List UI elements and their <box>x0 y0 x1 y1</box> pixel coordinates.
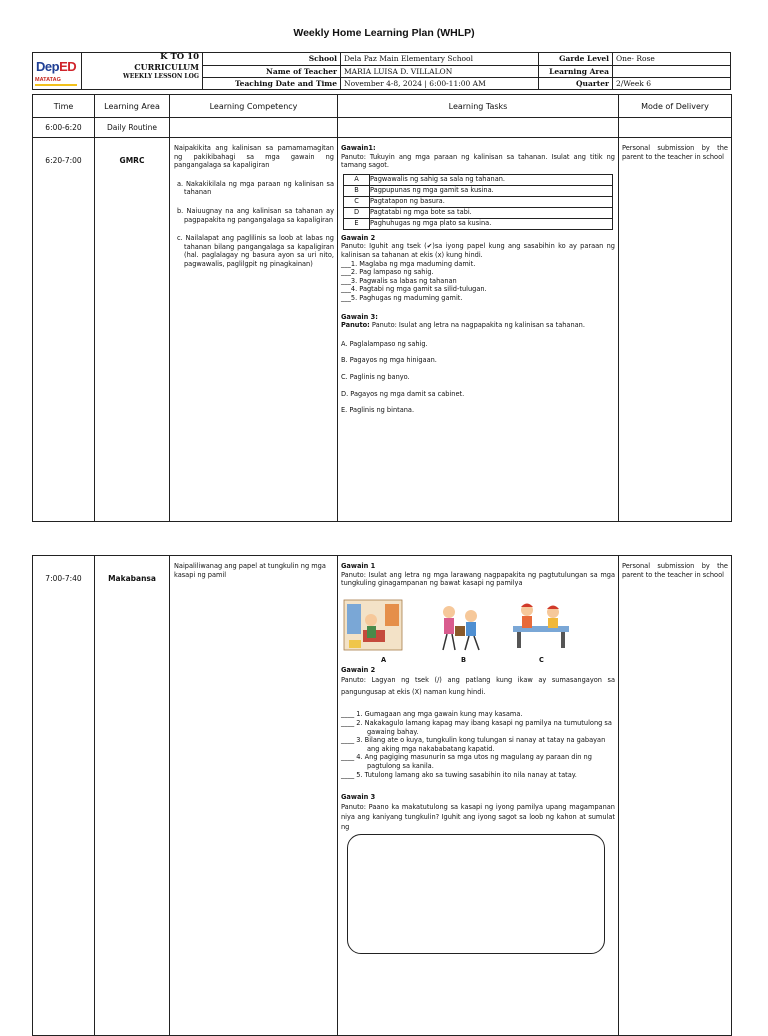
time-cell: 6:20-7:00 <box>33 138 95 522</box>
task-text: Panuto: Iguhit ang tsek (✔)sa iyong papel kung ang sasabihin ko ay paraan ng kalinisan sa tahanan at ekis (x) kung hindi. <box>341 242 615 259</box>
task-heading: Gawain1: <box>341 144 376 152</box>
list-item: ___3. Pagwalis sa labas ng tahanan <box>341 276 457 285</box>
header-info-table <box>32 52 731 90</box>
table-row <box>33 556 732 1036</box>
tasks-cell <box>338 556 619 1036</box>
grade-label: Garde Level <box>538 53 612 65</box>
task-heading: Gawain 2 <box>341 233 376 242</box>
area-cell: Daily Routine <box>95 118 170 138</box>
list-item: ____ 2. Nakakagulo lamang kapag may ibang kasapi ng pamilya na tumutulong sa gawaing bahay. <box>341 718 612 736</box>
area-cell: Makabansa <box>95 556 170 1036</box>
image-label-a: A <box>381 655 387 664</box>
competency-item: c. Nailalapat ang paglilinis sa loob at labas ng tahanan bilang pangangalaga sa kapaligiran (hal. paglalagay ng basura ayon sa uri nito, pagwawalis, paglilgpit ng pinagkainan) <box>177 234 334 268</box>
time-cell: 6:00-6:20 <box>33 118 95 138</box>
matatag-logo-text: MATATAG <box>35 77 61 83</box>
school-value: Dela Paz Main Elementary School <box>340 53 538 65</box>
quarter-value: 2/Week 6 <box>612 77 730 89</box>
deped-logo: DepED MATATAG <box>33 53 82 89</box>
family-illustrations <box>341 596 615 666</box>
table-row <box>33 118 732 138</box>
grade-value: One- Rose <box>612 53 730 65</box>
task-text: Panuto: Isulat ang letra na nagpapakita ng kalinisan sa tahanan. <box>369 321 585 330</box>
time-cell: 7:00-7:40 <box>33 556 95 1036</box>
choices-table: A Pagwawalis ng sahig sa sala ng tahanan. B Pagpupunas ng mga gamit sa kusina. C Pagtatapon ng basura. D Pagtatabi ng mga bote sa tabi. E Paghuhugas ng mga plato sa kusina. <box>343 174 613 230</box>
area-label: Learning Area <box>538 65 612 77</box>
plan-table-1 <box>32 94 732 522</box>
area-cell: GMRC <box>95 138 170 522</box>
task-heading: Gawain 3: <box>341 312 378 321</box>
list-item: C. Paglinis ng banyo. <box>341 372 410 381</box>
list-item: ___2. Pag lampaso ng sahig. <box>341 268 434 277</box>
col-mode: Mode of Delivery <box>619 95 732 118</box>
table-header-row <box>33 95 732 118</box>
school-label: School <box>308 54 337 63</box>
curriculum-label: K TO 10 CURRICULUM WEEKLY LESSON LOG <box>82 53 203 89</box>
competency-item: a. Nakakikilala ng mga paraan ng kalinisan sa tahanan <box>177 179 334 197</box>
image-label-c: C <box>539 655 544 664</box>
competency-cell <box>170 138 338 522</box>
image-label-b: B <box>461 655 467 664</box>
list-item: ____ 1. Gumagaan ang mga gawain kung may kasama. <box>341 710 523 719</box>
date-value: November 4-8, 2024 | 6:00-11:00 AM <box>340 77 538 89</box>
list-item: E. Paglinis ng bintana. <box>341 406 415 415</box>
task-heading: Gawain 2 <box>341 665 376 674</box>
list-item: ___1. Maglaba ng mga maduming damit. <box>341 259 476 268</box>
col-time: Time <box>33 95 95 118</box>
task-heading: Gawain 3 <box>341 793 376 802</box>
task-text: Panuto: Lagyan ng tsek (/) ang patlang kung ikaw ay sumasangayon sa pangungusap at ekis (X) naman kung hindi. <box>341 676 615 697</box>
date-label: Teaching Date and Time <box>203 77 340 89</box>
plan-table-2 <box>32 555 732 1036</box>
teacher-value: MARIA LUISA D. VILLALON <box>340 65 538 77</box>
col-tasks: Learning Tasks <box>338 95 619 118</box>
task-text: Panuto: Paano ka makatutulong sa kasapi ng iyong pamilya upang magampanan niya ang kaniyang tungkulin? Iguhit ang iyong sagot sa loob ng kahon at sumulat ng <box>341 802 615 831</box>
mode-cell: Personal submission by the parent to the teacher in school <box>619 138 732 522</box>
tasks-cell: Gawain1: Panuto: Tukuyin ang mga paraan ng kalinisan sa tahanan. Isulat ang titik ng tamang sagot. A Pagwawalis ng sahig sa sala ng tahanan. B Pagpupunas ng mga gamit sa kusina. C Pagtatapon ng basura. D Pagtatabi ng mga bote sa tabi. E Paghuhugas ng mga plato sa kusina. Gawain 2 Panuto: Iguhit ang tsek (✔)sa iyong papel kung ang sasabihin ko ay paraan ng kalinisan sa tahanan at ekis (x) kung hindi. ___1. Maglaba ng mga maduming damit. ___2. Pag lampaso ng sahig. ___3. Pagwalis sa labas ng tahanan ___4. Pagtabi ng mga gamit sa silid-tulugan. ___5. Paghugas ng maduming gamit. Gawain 3: Panuto: Panuto: Isulat ang letra na nagpapakita ng kalinisan sa tahanan. A. Paglalampaso ng sahig. B. Pagayos ng mga hinigaan. C. Paglinis ng banyo. D. Pagayos ng mga damit sa cabinet. E. Paglinis ng bintana. <box>338 138 619 522</box>
competency-cell: Naipaliliwanag ang papel at tungkulin ng mga kasapi ng pamil <box>170 556 338 1036</box>
competency-intro: Naipakikita ang kalinisan sa pamamamagitan ng pakikibahagi sa mga gawain ng pangangalaga sa kapaligiran <box>174 144 334 170</box>
list-item: ___4. Pagtabi ng mga gamit sa silid-tulugan. <box>341 285 487 294</box>
col-competency: Learning Competency <box>170 95 338 118</box>
list-item: ____ 4. Ang pagiging masunurin sa mga utos ng magulang ay paraan din ng pagtulong sa kanila. <box>341 753 592 770</box>
list-item: ____ 5. Tutulong lamang ako sa tuwing sasabihin ito nila nanay at tatay. <box>341 770 577 779</box>
task-heading: Gawain 1 <box>341 562 376 570</box>
list-item: ___5. Paghugas ng maduming gamit. <box>341 293 463 302</box>
table-row <box>33 138 732 522</box>
list-item: ____ 3. Bilang ate o kuya, tungkulin kong tulungan si nanay at tatay na gabayan ang aking mga nakababatang kapatid. <box>341 736 606 753</box>
task-text: Panuto: Isulat ang letra ng mga larawang nagpapakita ng pagtutulungan sa mga tungkuling ginagampanan ng bawat kasapi ng pamilya <box>341 570 615 588</box>
drawing-answer-box <box>347 834 605 954</box>
quarter-label: Quarter <box>538 77 612 89</box>
competency-item: b. Naiuugnay na ang kalinisan sa tahanan ay pagpapakita ng pangangalaga sa kapaligiran <box>177 206 334 224</box>
list-item: D. Pagayos ng mga damit sa cabinet. <box>341 389 465 398</box>
mode-cell: Personal submission by the parent to the teacher in school <box>619 556 732 1036</box>
list-item: B. Pagayos ng mga hinigaan. <box>341 356 437 365</box>
task-text: Panuto: Tukuyin ang mga paraan ng kalinisan sa tahanan. Isulat ang titik ng tamang sagot. <box>341 152 615 170</box>
area-value <box>612 65 730 77</box>
family-chores-illustration <box>341 596 611 656</box>
col-area: Learning Area <box>95 95 170 118</box>
list-item: A. Paglalampaso ng sahig. <box>341 339 428 348</box>
teacher-label: Name of Teacher <box>203 65 340 77</box>
page-title: Weekly Home Learning Plan (WHLP) <box>293 27 475 39</box>
